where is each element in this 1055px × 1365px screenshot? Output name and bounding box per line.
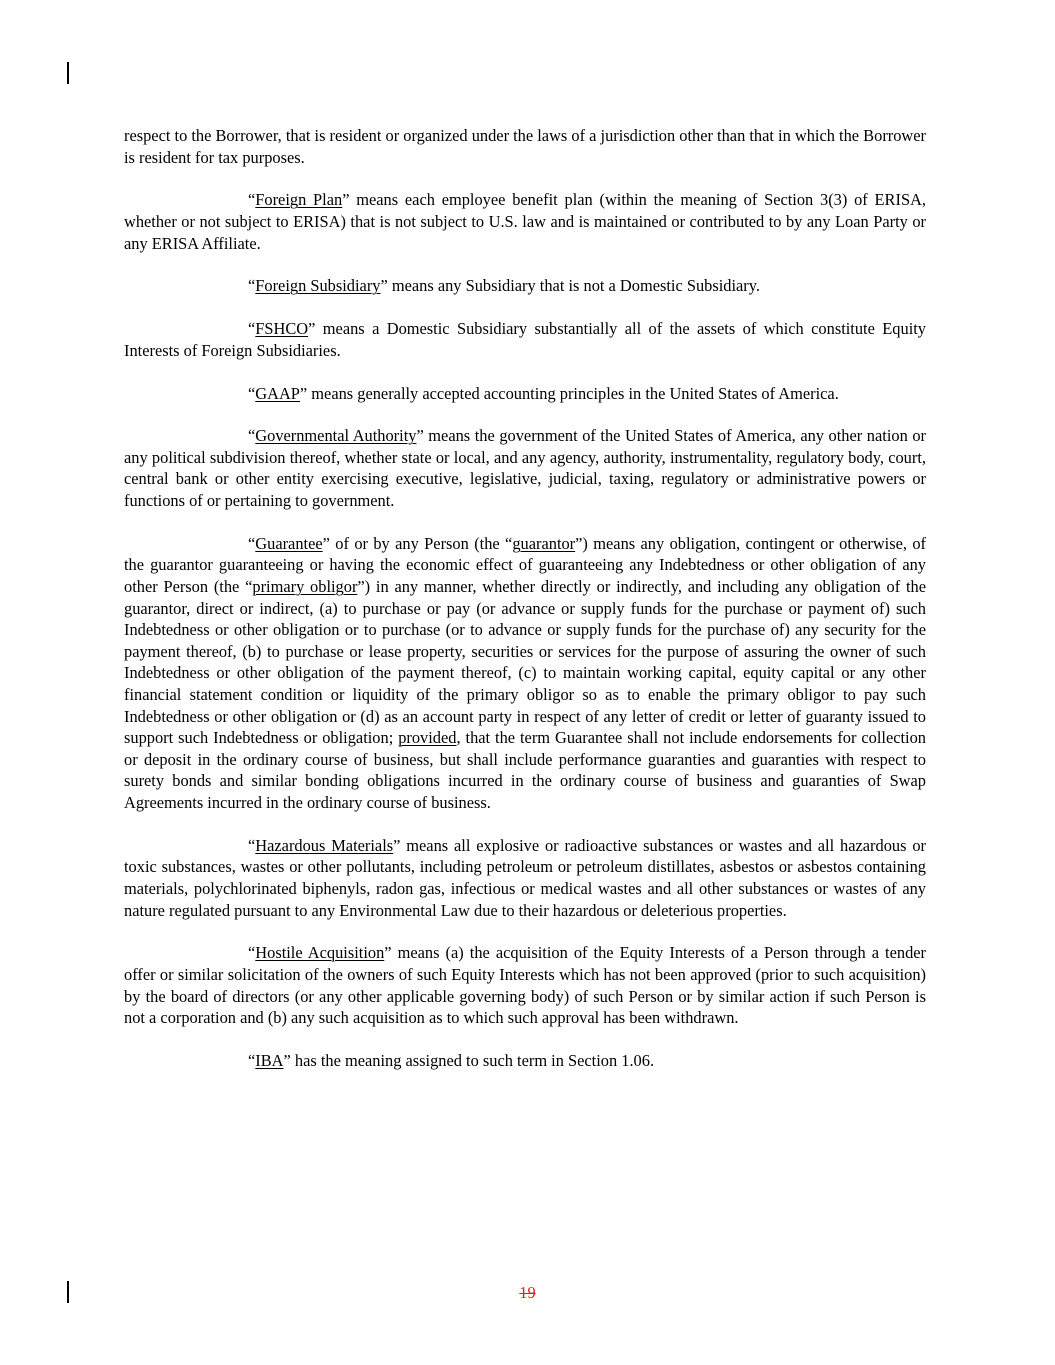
paragraph-text: ” means each employee benefit plan (within the meaning of Section 3(3) of ERISA, whether or not subject to ERISA) that is not subject to U.S. law and is maintained or contributed to by any Loan Party or any ERISA Affiliate. [124, 190, 927, 253]
defined-term: Hostile Acquisition [255, 943, 385, 963]
paragraph-text: “ [248, 1050, 256, 1070]
definition-paragraph-gaap [124, 383, 926, 405]
defined-term: Foreign Subsidiary [255, 276, 381, 296]
paragraph-text: “ [248, 533, 256, 553]
paragraph-text: ” of or by any Person (the “ [322, 533, 513, 553]
defined-term: Foreign Plan [255, 190, 343, 210]
defined-term: IBA [255, 1050, 284, 1070]
defined-term: guarantor [512, 533, 576, 553]
paragraph-text: ” means all explosive or radioactive substances or wastes and all hazardous or toxic substances, wastes or other pollutants, including petroleum or petroleum distillates, asbestos or asbestos containing materials, polychlorinated biphenyls, radon gas, infectious or medical wastes and all other substances or wastes of any nature regulated pursuant to any Environmental Law due to their hazardous or deleterious properties. [124, 835, 926, 920]
definition-paragraph-hostile-acquisition [124, 942, 926, 1028]
definitions-body [124, 125, 926, 1093]
paragraph-text: “ [248, 835, 256, 855]
defined-term: Guarantee [255, 533, 323, 553]
paragraph-text: “ [248, 319, 256, 339]
defined-term: Governmental Authority [255, 426, 417, 446]
paragraph-text: “ [248, 276, 256, 296]
paragraph-text: “ [248, 383, 256, 403]
definition-paragraph-foreign-subsidiary [124, 275, 926, 297]
paragraph-text: “ [248, 943, 256, 963]
definition-paragraph-guarantee [124, 533, 926, 814]
revision-change-bar-top [67, 62, 69, 84]
defined-term: provided [398, 728, 457, 748]
paragraph-text: ”) means any obligation, contingent or otherwise, of the guarantor guaranteeing or having the economic effect of guaranteeing any Indebtedness or other obligation of any other Person (the “ [124, 533, 926, 597]
definition-paragraph-continuation [124, 125, 926, 168]
paragraph-text: ” has the meaning assigned to such term in Section 1.06. [283, 1050, 655, 1070]
paragraph-text: ” means any Subsidiary that is not a Domestic Subsidiary. [380, 276, 760, 296]
defined-term: FSHCO [255, 319, 309, 339]
paragraph-text: ” means generally accepted accounting principles in the United States of America. [299, 383, 839, 403]
defined-term: primary obligor [252, 577, 358, 597]
defined-term: Hazardous Materials [255, 835, 394, 855]
paragraph-text: “ [248, 190, 256, 210]
paragraph-text: , that the term Guarantee shall not include endorsements for collection or deposit in the ordinary course of business, but shall include performance guaranties and guaranties with respect to surety bonds and similar bonding obligations incurred in the ordinary course of business and guaranties of Swap Agreements incurred in the ordinary course of business. [124, 728, 927, 812]
definition-paragraph-iba [124, 1050, 926, 1072]
paragraph-text: respect to the Borrower, that is resident or organized under the laws of a jurisdiction other than that in which the Borrower is resident for tax purposes. [124, 126, 926, 167]
paragraph-text: ” means a Domestic Subsidiary substantially all of the assets of which constitute Equity Interests of Foreign Subsidiaries. [124, 319, 926, 360]
definition-paragraph-fshco [124, 318, 926, 361]
definition-paragraph-governmental-authority [124, 425, 926, 511]
page-number: 19 [519, 1283, 536, 1302]
paragraph-text: ”) in any manner, whether directly or indirectly, and including any obligation of the guarantor, direct or indirect, (a) to purchase or pay (or advance or supply funds for the purchase or payment of) such Indebtedness or other obligation or to purchase (or to advance or supply funds for the purchase of) any security for the payment thereof, (b) to purchase or lease property, securities or services for the purpose of assuring the owner of such Indebtedness or other obligation of the payment thereof, (c) to maintain working capital, equity capital or any other financial statement condition or liquidity of the primary obligor so as to enable the primary obligor to pay such Indebtedness or other obligation or (d) as an account party in respect of any letter of credit or letter of guaranty issued to support such Indebtedness or obligation; [124, 577, 926, 748]
paragraph-text: ” means (a) the acquisition of the Equity Interests of a Person through a tender offer or similar solicitation of the owners of such Equity Interests which has not been approved (prior to such acquisition) by the board of directors (or any other applicable governing body) of such Person or by similar action if such Person is not a corporation and (b) any such acquisition as to which such approval has been withdrawn. [124, 943, 926, 1028]
definition-paragraph-foreign-plan [124, 189, 926, 254]
definition-paragraph-hazardous-materials [124, 835, 926, 921]
paragraph-text: “ [248, 426, 256, 446]
paragraph-text: ” means the government of the United States of America, any other nation or any political subdivision thereof, whether state or local, and any agency, authority, instrumentality, regulatory body, court, central bank or other entity exercising executive, legislative, judicial, taxing, regulatory or administrative powers or functions of or pertaining to government. [124, 426, 926, 511]
defined-term: GAAP [255, 383, 300, 403]
